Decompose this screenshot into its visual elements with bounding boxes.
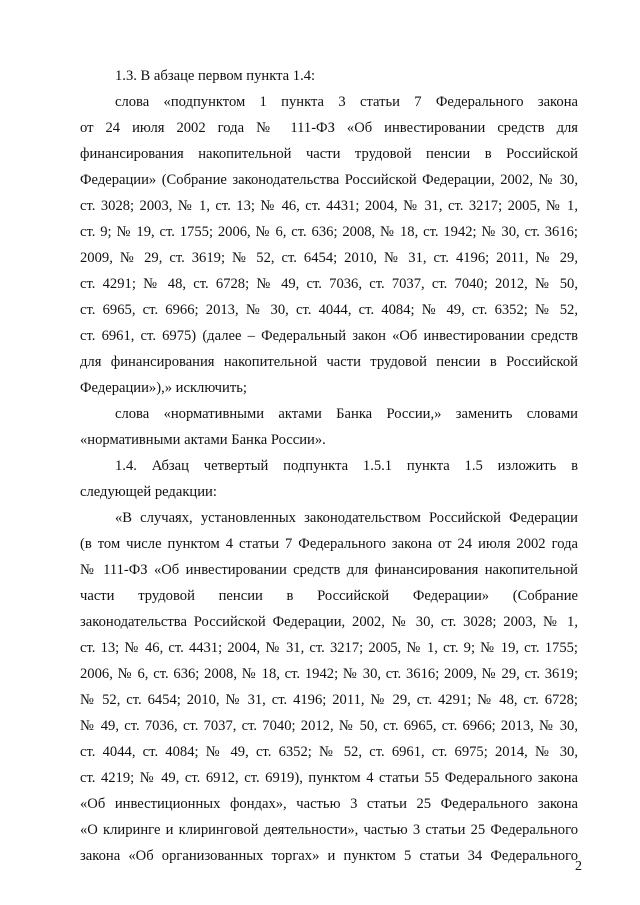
text-line: ст. 4291; № 48, ст. 6728; № 49, ст. 7036, ст. 7037, ст. 7040; 2012, № 50, bbox=[80, 276, 578, 292]
text-line: (в том числе пунктом 4 статьи 7 Федерального закона от 24 июля 2002 года bbox=[80, 536, 578, 552]
text-line: слова «подпунктом 1 пункта 3 статьи 7 Федерального закона bbox=[115, 94, 578, 110]
text-line: ст. 6965, ст. 6966; 2013, № 30, ст. 4044, ст. 4084; № 49, ст. 6352; № 52, bbox=[80, 302, 578, 318]
text-line: ст. 9; № 19, ст. 1755; 2006, № 6, ст. 636; 2008, № 18, ст. 1942; № 30, ст. 3616; bbox=[80, 224, 578, 240]
text-line: № 111-ФЗ «Об инвестировании средств для финансирования накопительной bbox=[80, 562, 578, 578]
text-line: 1.3. В абзаце первом пункта 1.4: bbox=[115, 68, 316, 84]
text-line: 2009, № 29, ст. 3619; № 52, ст. 6454; 2010, № 31, ст. 4196; 2011, № 29, bbox=[80, 250, 578, 266]
page-number: 2 bbox=[575, 859, 582, 874]
text-line: «Об инвестиционных фондах», частью 3 статьи 25 Федерального закона bbox=[80, 796, 578, 812]
text-line: № 52, ст. 6454; 2010, № 31, ст. 4196; 2011, № 29, ст. 4291; № 48, ст. 6728; bbox=[80, 692, 578, 708]
text-line: Федерации»),» исключить; bbox=[80, 380, 247, 396]
text-line: следующей редакции: bbox=[80, 484, 217, 500]
text-line: ст. 6961, ст. 6975) (далее – Федеральный закон «Об инвестировании средств bbox=[80, 328, 578, 344]
text-line: «О клиринге и клиринговой деятельности», частью 3 статьи 25 Федерального bbox=[80, 822, 578, 838]
text-line: от 24 июля 2002 года № 111-ФЗ «Об инвестировании средств для bbox=[80, 120, 578, 136]
text-line: ст. 3028; 2003, № 1, ст. 13; № 46, ст. 4431; 2004, № 31, ст. 3217; 2005, № 1, bbox=[80, 198, 578, 214]
text-line: для финансирования накопительной части трудовой пенсии в Российской bbox=[80, 354, 578, 370]
text-line: ст. 4044, ст. 4084; № 49, ст. 6352; № 52, ст. 6961, ст. 6975; 2014, № 30, bbox=[80, 744, 578, 760]
text-line: финансирования накопительной части трудовой пенсии в Российской bbox=[80, 146, 578, 162]
text-line: «нормативными актами Банка России». bbox=[80, 432, 326, 448]
text-line: ст. 4219; № 49, ст. 6912, ст. 6919), пунктом 4 статьи 55 Федерального закона bbox=[80, 770, 578, 786]
text-line: слова «нормативными актами Банка России,» заменить словами bbox=[115, 406, 578, 422]
text-line: Федерации» (Собрание законодательства Российской Федерации, 2002, № 30, bbox=[80, 172, 578, 188]
text-line: 1.4. Абзац четвертый подпункта 1.5.1 пункта 1.5 изложить в bbox=[115, 458, 578, 474]
text-line: ст. 13; № 46, ст. 4431; 2004, № 31, ст. 3217; 2005, № 1, ст. 9; № 19, ст. 1755; bbox=[80, 640, 578, 656]
text-line: закона «Об организованных торгах» и пунктом 5 статьи 34 Федерального bbox=[80, 848, 578, 864]
text-line: законодательства Российской Федерации, 2002, № 30, ст. 3028; 2003, № 1, bbox=[80, 614, 578, 630]
text-line: «В случаях, установленных законодательством Российской Федерации bbox=[115, 510, 578, 526]
text-line: части трудовой пенсии в Российской Федерации» (Собрание bbox=[80, 588, 578, 604]
text-line: 2006, № 6, ст. 636; 2008, № 18, ст. 1942; № 30, ст. 3616; 2009, № 29, ст. 3619; bbox=[80, 666, 578, 682]
text-line: № 49, ст. 7036, ст. 7037, ст. 7040; 2012, № 50, ст. 6965, ст. 6966; 2013, № 30, bbox=[80, 718, 578, 734]
